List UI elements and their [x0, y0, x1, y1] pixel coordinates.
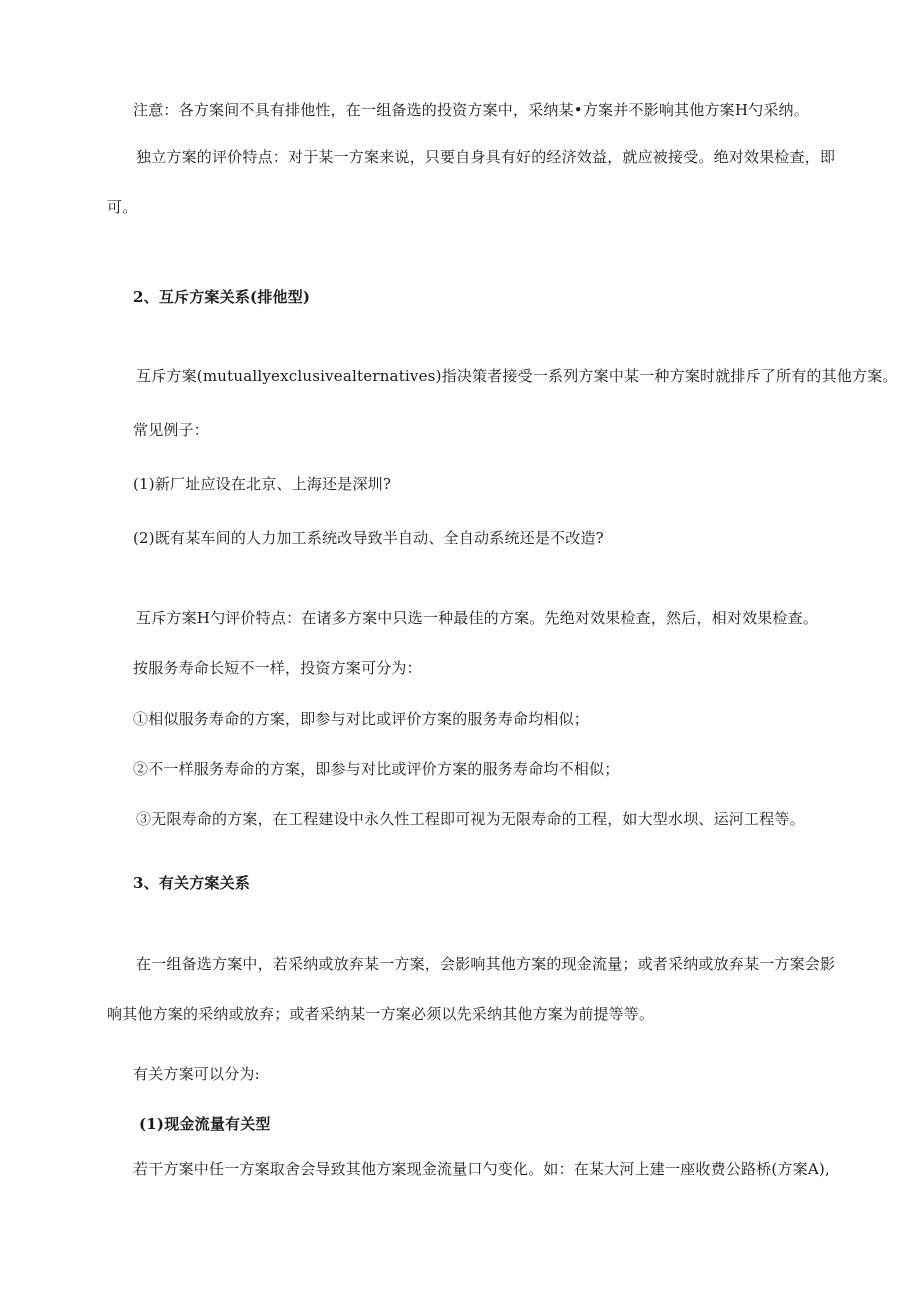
service-life-item-2: ②不一样服务寿命的方案，即参与对比或评价方案的服务寿命均不相似； — [133, 760, 620, 778]
common-examples-label: 常见例子： — [133, 421, 210, 439]
independent-evaluation-paragraph: 独立方案的评价特点：对于某一方案来说，只要自身具有好的经济效益，就应被接受。绝对效果检查，即 — [136, 148, 836, 166]
related-definition-line-1: 在一组备选方案中，若采纳或放弃某一方案，会影响其他方案的现金流量；或者采纳或放弃某一方案会影 — [136, 955, 836, 973]
service-life-item-1: ①相似服务寿命的方案，即参与对比或评价方案的服务寿命均相似； — [133, 710, 590, 728]
example-item-1: (1)新厂址应设在北京、上海还是深圳? — [133, 475, 392, 493]
mutually-exclusive-evaluation: 互斥方案H勺评价特点：在诸多方案中只选一种最佳的方案。先绝对效果检查，然后，相对效果检查。 — [136, 609, 819, 627]
cashflow-description: 若干方案中任一方案取舍会导致其他方案现金流量口勺变化。如：在某大河上建一座收费公路桥(方案A), — [133, 1160, 830, 1178]
section-heading-2: 2、互斥方案关系(排他型) — [133, 288, 311, 306]
service-life-intro: 按服务寿命长短不一样，投资方案可分为： — [133, 659, 422, 677]
example-item-2: (2)既有某车间的人力加工系统改导致半自动、全自动系统还是不改造? — [133, 529, 604, 547]
related-categories-intro: 有关方案可以分为: — [133, 1065, 260, 1083]
related-definition-line-2: 响其他方案的采纳或放弃；或者采纳某一方案必须以先采纳其他方案为前提等等。 — [107, 1005, 655, 1023]
section-heading-3: 3、有关方案关系 — [133, 874, 251, 892]
independent-evaluation-paragraph-end: 可。 — [107, 198, 138, 216]
category-cashflow-heading: (1)现金流量有关型 — [139, 1115, 271, 1133]
note-paragraph: 注意：各方案间不具有排他性，在一组备选的投资方案中，采纳某•方案并不影响其他方案H勺采纳。 — [133, 101, 809, 119]
mutually-exclusive-definition: 互斥方案(mutuallyexclusivealternatives)指决策者接受一系列方案中某一种方案时就排斥了所有的其他方案。 — [136, 367, 898, 385]
service-life-item-3: ③无限寿命的方案，在工程建设中永久性工程即可视为无限寿命的工程，如大型水坝、运河工程等。 — [136, 810, 805, 828]
